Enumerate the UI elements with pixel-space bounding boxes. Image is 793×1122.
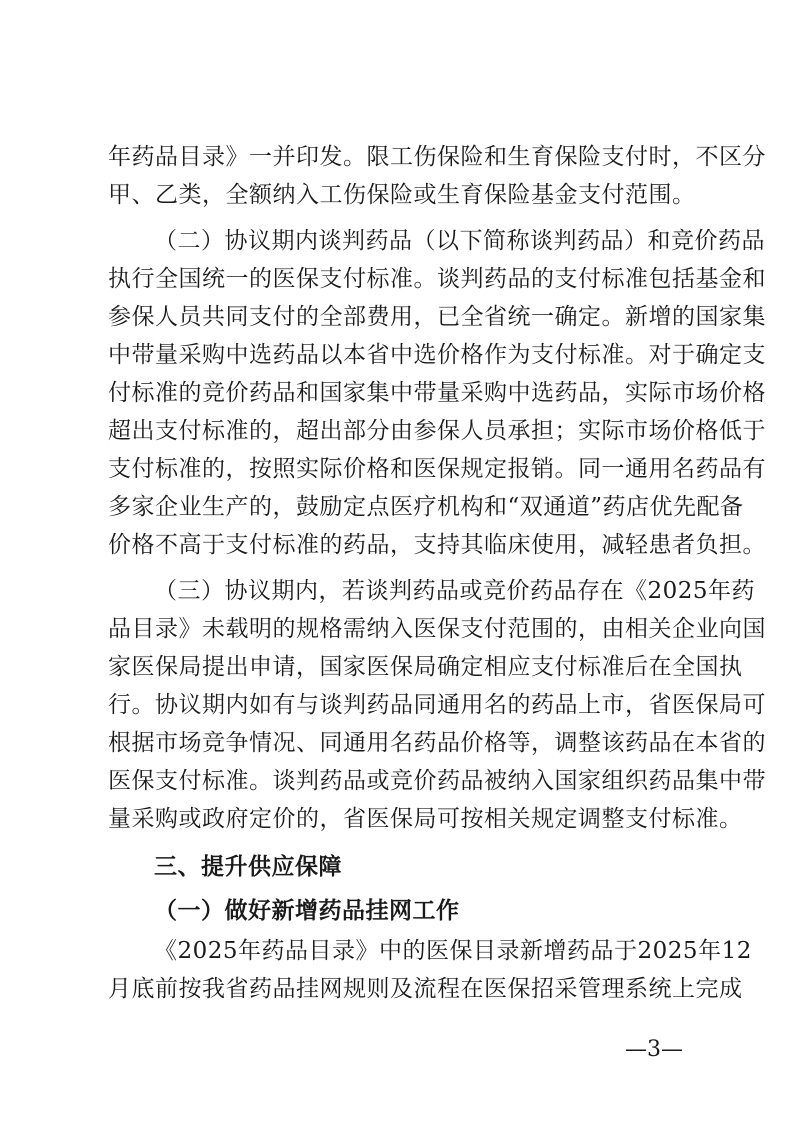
body-line: 价格不高于支付标准的药品，支持其临床使用，减轻患者负担。 (108, 532, 766, 558)
subsection-heading: （一）做好新增药品挂网工作 (154, 897, 460, 924)
section-heading: 三、提升供应保障 (154, 854, 342, 880)
body-line: 甲、乙类，全额纳入工伤保险或生育保险基金支付范围。 (108, 182, 696, 208)
body-line: 参保人员共同支付的全部费用，已全省统一确定。新增的国家集 (108, 304, 766, 330)
body-line: 行。协议期内如有与谈判药品同通用名的药品上市，省医保局可 (108, 692, 766, 718)
body-line: （三）协议期内，若谈判药品或竞价药品存在《2025年药 (154, 578, 756, 604)
body-line: 多家企业生产的，鼓励定点医疗机构和“双通道”药店优先配备 (108, 494, 744, 520)
body-line: 付标准的竞价药品和国家集中带量采购中选药品，实际市场价格 (108, 380, 766, 406)
body-line: 年药品目录》一并印发。限工伤保险和生育保险支付时，不区分 (108, 144, 766, 170)
body-line: 量采购或政府定价的，省医保局可按相关规定调整支付标准。 (108, 806, 743, 832)
body-line: 超出支付标准的，超出部分由参保人员承担；实际市场价格低于 (108, 418, 766, 444)
body-line: 根据市场竞争情况、同通用名药品价格等，调整该药品在本省的 (108, 730, 766, 756)
body-line: 支付标准的，按照实际价格和医保规定报销。同一通用名药品有 (108, 456, 766, 482)
body-line: （二）协议期内谈判药品（以下简称谈判药品）和竞价药品 (154, 228, 765, 254)
body-line: 医保支付标准。谈判药品或竞价药品被纳入国家组织药品集中带 (108, 768, 766, 794)
body-line: 月底前按我省药品挂网规则及流程在医保招采管理系统上完成 (108, 976, 743, 1002)
body-line: 《2025年药品目录》中的医保目录新增药品于2025年12 (154, 938, 752, 964)
body-line: 中带量采购中选药品以本省中选价格作为支付标准。对于确定支 (108, 342, 766, 368)
body-line: 品目录》未载明的规格需纳入医保支付范围的，由相关企业向国 (108, 616, 766, 642)
body-line: 家医保局提出申请，国家医保局确定相应支付标准后在全国执 (108, 654, 743, 680)
body-line: 执行全国统一的医保支付标准。谈判药品的支付标准包括基金和 (108, 266, 766, 292)
page-number: —3— (625, 1037, 683, 1062)
